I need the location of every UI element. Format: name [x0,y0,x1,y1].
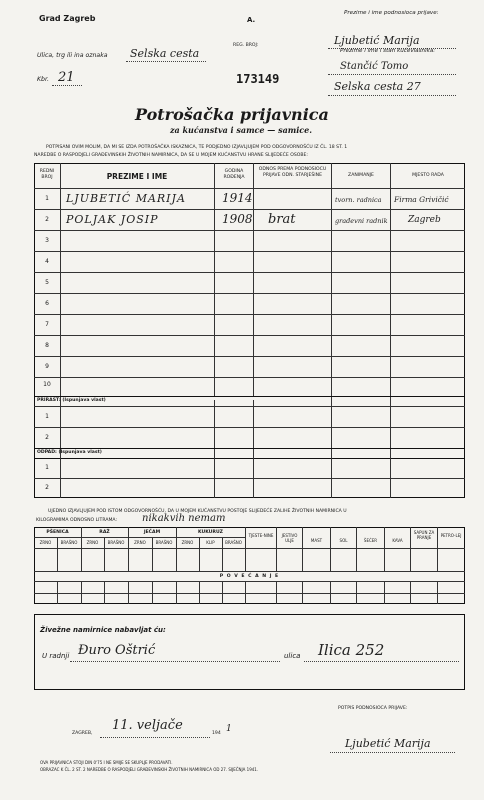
row-1-workplace: Firma Grivičić [394,195,449,204]
prirast-row-num: 2 [45,434,49,441]
reg-label: REG. BROJ: [233,43,259,48]
stock-subhead: ZRNO [86,540,99,545]
stock-subhead: BRAŠNO [107,540,125,545]
landlord-address: Selska cesta 27 [334,80,421,93]
form-title: Potrošačka prijavnica [135,105,329,124]
stock-subhead: ZRNO [39,540,52,545]
row-2-occupation: građevni radnik [335,217,388,225]
row-num: 6 [45,300,49,307]
row-num: 10 [43,381,51,388]
col-name-header: PREZIME I IME [106,172,168,181]
row-num: 3 [45,237,49,244]
kbr-value: 21 [58,70,75,85]
signature-label: POTPIS PODNOSIOCA PRIJAVE: [338,706,408,711]
row-num: 4 [45,258,49,265]
stock-subhead: BRAŠNO [155,540,173,545]
row-2-relation: brat [268,212,296,227]
stock-subhead: BRAŠNO [60,540,78,545]
footer-note-2: OBRAZAC K ČL. 2 ST. 2 NAREDBE O RASPODJELI GRAĐEVINSKIH ŽIVOTNIH NAMIRNICA OD 27. SIJEČNJA 1941. [40,767,259,772]
shop-name: Đuro Oštrić [78,643,156,658]
stock-group-psenica: PŠENICA [46,530,69,535]
prirast-label: PRIRAST: (Ispunjava vlast) [37,398,106,403]
stock-text-2: KILOGRAMIMA ODNOSNO LITRAMA: [36,518,118,523]
reg-number: 173149 [236,72,280,86]
intro-line-1: POTPISANI OVIM MOLIM, DA MI SE IZDA POTROŠAČKA ISKAZNICA, TE PODJEDNO IZJAVLJUJEM POD ODGOVORNOŠĆU IZ ČL. 18 ST. 1 [46,145,348,150]
row-num: 9 [45,363,49,370]
stock-subhead: ZRNO [134,540,146,545]
odpad-row-num: 2 [45,484,49,491]
row-1-year: 1914 [222,191,253,205]
row-2-workplace: Zagreb [408,215,441,225]
signature: Ljubetić Marija [345,737,431,750]
col-year-header: GODINA ROĐENJA [223,169,245,180]
year-prefix: 194 [212,731,221,736]
row-num: 2 [45,216,49,223]
stock-group-jecam: JEČAM [143,530,161,535]
stock-other: PETRO-LEJ [440,533,462,538]
col-occupation-header: ZANIMANJE [348,173,374,178]
street-label: Ulica, trg ili ina oznaka [37,52,108,59]
shop-street-label: ulica [284,652,301,660]
shop-street: Ilica 252 [318,641,385,659]
row-1-name: LJUBETIĆ MARIJA [66,192,186,205]
stock-subhead: KLIP [206,540,215,545]
row-num: 1 [45,195,49,202]
odpad-label: ODPAD: (Ispunjava vlast) [37,450,102,455]
odpad-row-num: 1 [45,464,49,471]
row-num: 7 [45,321,49,328]
stock-other: SAPUN ZA PRANJE [413,530,435,540]
row-num: 5 [45,279,49,286]
col-num-header: REDNI BROJ [39,169,55,180]
stock-other: TJESTE-NINE [248,533,274,538]
stock-subhead: ZRNO [181,540,194,545]
applicant-label: Prezime i ime podnosioca prijave: [344,10,439,16]
col-workplace-header: MJESTO RADA [412,173,444,178]
year-suffix: 1 [226,724,232,734]
date-value: 11. veljače [112,718,183,733]
letter-a: A. [247,16,256,24]
street-value: Selska cesta [130,47,200,60]
stock-other: MAST [310,538,323,543]
row-2-year: 1908 [222,212,253,226]
shop-label: Živežne namirnice nabavljat ću: [40,626,166,634]
landlord-label: Prezime i ime i stan kućevlasnika: [340,48,436,54]
row-2-name: POLJAK JOSIP [66,213,159,226]
stock-other: ŠEĆER [363,538,378,543]
stock-other: SOL [339,538,348,543]
stock-text-1: UJEDNO IZJAVLJUJEM POD ISTOM ODGOVORNOŠĆU, DA U MOJEM KUĆANSTVU POSTOJE SLIJEDEĆE ZALIHE ŽIVOTNIH NAMIRNICA U [48,509,347,514]
persons-table [34,163,465,459]
stock-other: JESTIVO ULJE [281,533,298,543]
applicant-value: Ljubetić Marija [334,34,420,47]
kbr-label: Kbr. [37,76,49,83]
landlord-value: Stančić Tomo [340,61,409,72]
stock-other: KAVA [392,538,403,543]
stock-group-kukuruz: KUKURUZ [197,530,224,535]
povecanje-label: P O V E Ć A N J E [219,574,280,579]
col-relation-header: ODNOS PREMA PODNOSIOCU PRIJAVE ODN. STARJEŠINE [258,167,327,178]
stock-group-raz: RAŽ [99,530,110,535]
intro-line-2: NAREDBE O RASPODJELI GRAĐEVINSKIH ŽIVOTNIH NAMIRNICA, DA SE U MOJEM KUĆANSTVU HRANE SLIJEDEĆE OSOBE: [34,153,308,158]
prirast-row-num: 1 [45,413,49,420]
stock-subhead: BRAŠNO [225,540,242,545]
form-subtitle: za kućanstva i samce — samice. [170,125,313,135]
city-label: Grad Zagreb [39,14,96,23]
stock-handwritten: nikakvih nemam [142,513,226,524]
place-label: ZAGREB, [72,731,93,736]
row-num: 8 [45,342,49,349]
row-1-occupation: tvorn. radnica [335,196,382,204]
footer-note-1: OVA PRIJAVNICA STOJI DIN 0'75 I NE SMIJE SE SKUPLJE PRODAVATI. [40,760,173,765]
shop-in-label: U radnji [42,652,70,660]
